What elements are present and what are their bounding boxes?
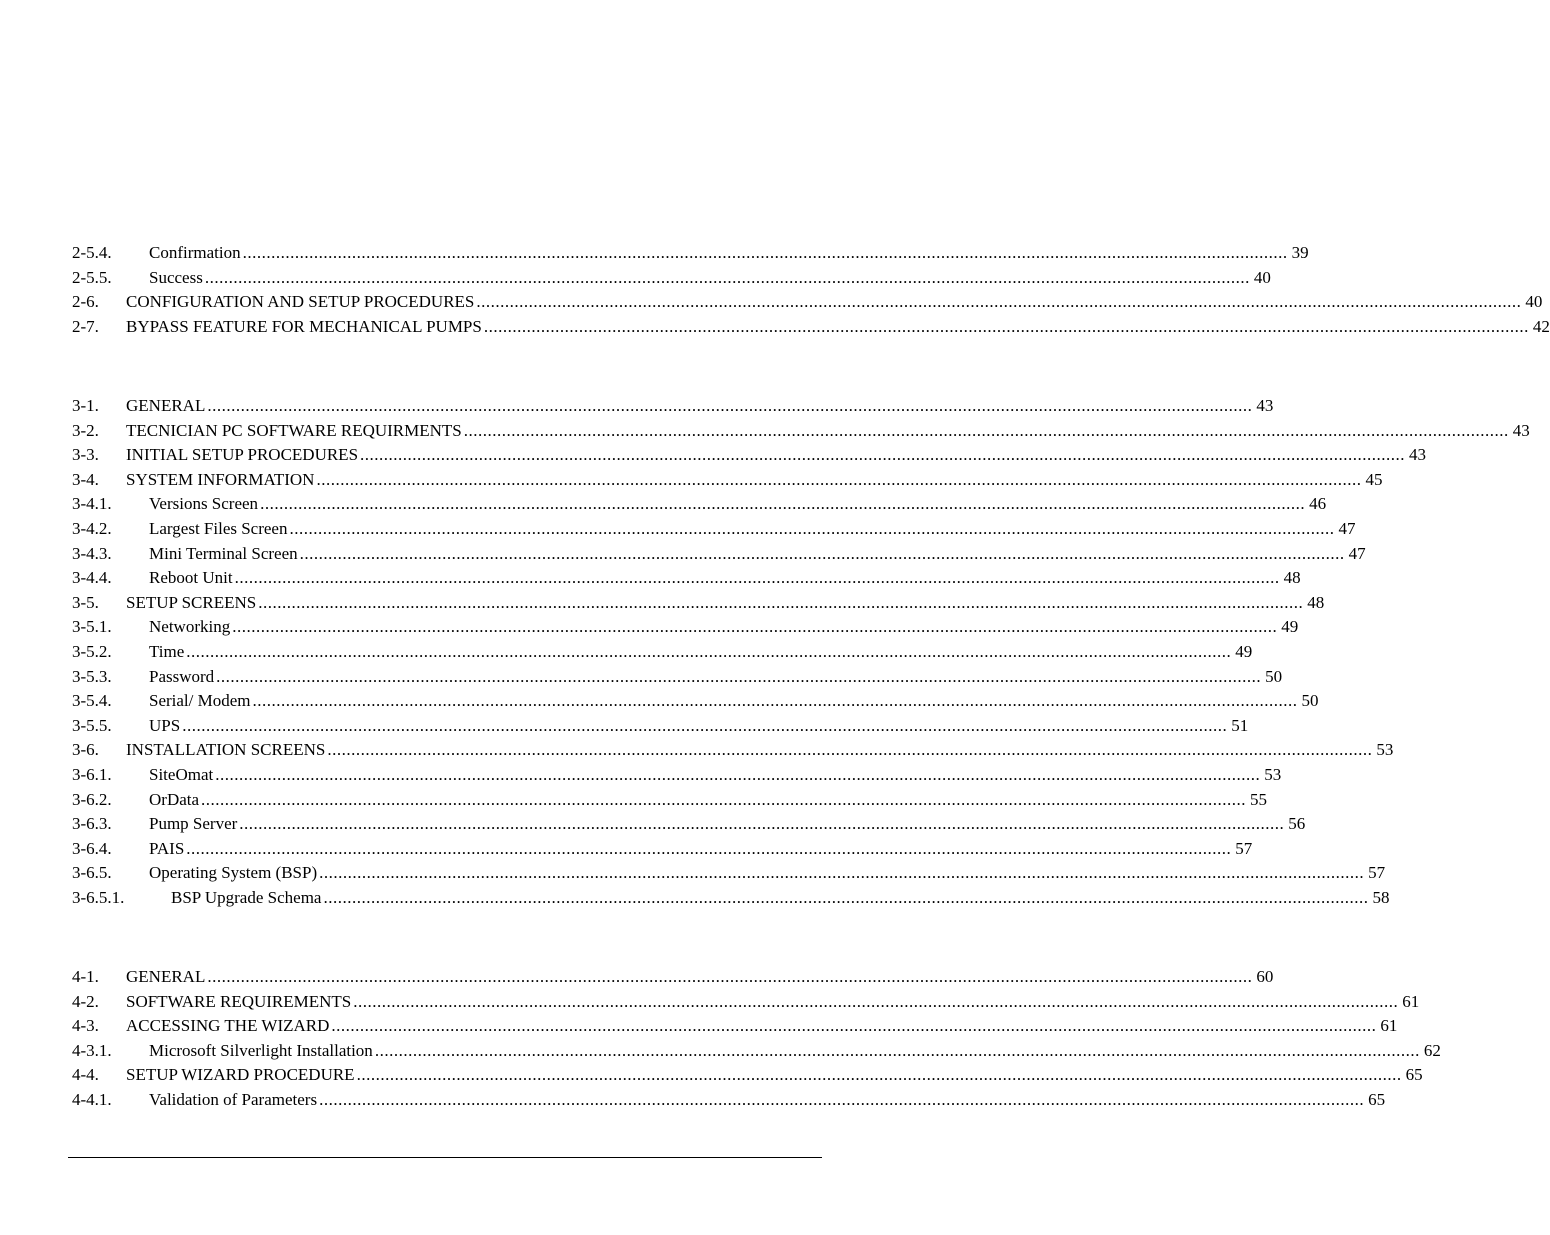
toc-entry-number: 2-7. <box>72 316 99 336</box>
toc-entry-title: Time <box>149 640 186 665</box>
toc-entry-page: 53 <box>1260 763 1281 788</box>
toc-entry-number: 4-2. <box>72 991 99 1011</box>
toc-entry[interactable] <box>72 517 1356 542</box>
toc-entry-page: 43 <box>1252 394 1273 419</box>
toc-entry-title: Pump Server <box>149 812 239 837</box>
toc-entry-number: 2-5.4. <box>72 243 112 262</box>
toc-entry-number: 2-5.5. <box>72 267 112 287</box>
dot-leader: ............................................................................................................................................................................................................................ <box>299 543 1345 563</box>
toc-entry-title: OrData <box>149 788 201 813</box>
dot-leader: ............................................................................................................................................................................................................................ <box>463 420 1509 440</box>
toc-entry-page: 61 <box>1376 1014 1397 1039</box>
dot-leader: ............................................................................................................................................................................................................................ <box>374 1040 1420 1060</box>
toc-section <box>72 394 1530 910</box>
dot-leader: ............................................................................................................................................................................................................................ <box>207 967 1253 986</box>
toc-entry-number: 3-5.3. <box>72 666 112 686</box>
toc-entry[interactable] <box>72 640 1253 665</box>
toc-entry-title: Reboot Unit <box>149 566 235 591</box>
dot-leader: ............................................................................................................................................................................................................................ <box>483 316 1529 336</box>
toc-entry-page: 58 <box>1368 886 1389 911</box>
toc-entry[interactable] <box>72 812 1306 837</box>
toc-entry-title: SOFTWARE REQUIREMENTS <box>126 990 353 1015</box>
toc-entry[interactable] <box>72 738 1394 763</box>
toc-entry-title: Microsoft Silverlight Installation <box>149 1039 375 1064</box>
toc-entry-page: 65 <box>1402 1063 1423 1088</box>
toc-entry-number: 3-6.1. <box>72 764 112 784</box>
toc-entry[interactable] <box>72 886 1390 911</box>
toc-entry[interactable] <box>72 990 1420 1015</box>
dot-leader: ............................................................................................................................................................................................................................ <box>476 292 1522 312</box>
toc-entry-page: 57 <box>1364 861 1385 886</box>
toc-entry-page: 55 <box>1246 788 1267 813</box>
toc-entry-number: 2-6. <box>72 292 99 312</box>
toc-entry[interactable] <box>72 290 1543 315</box>
toc-entry-page: 50 <box>1261 665 1282 690</box>
dot-leader: ............................................................................................................................................................................................................................ <box>258 592 1304 612</box>
toc-entry[interactable] <box>72 394 1274 419</box>
dot-leader: ............................................................................................................................................................................................................................ <box>319 1089 1365 1109</box>
toc-entry-title: UPS <box>149 714 182 739</box>
toc-entry-number: 3-5.2. <box>72 641 112 661</box>
toc-entry[interactable] <box>72 1014 1398 1039</box>
toc-entry-title: GENERAL <box>126 965 207 990</box>
toc-entry-title: Networking <box>149 615 232 640</box>
toc-entry-page: 45 <box>1361 468 1382 493</box>
toc-entry-number: 3-5.4. <box>72 691 112 711</box>
dot-leader: ............................................................................................................................................................................................................................ <box>204 267 1250 287</box>
toc-entry-title: BSP Upgrade Schema <box>171 886 323 911</box>
toc-entry[interactable] <box>72 266 1271 291</box>
toc-entry-number: 3-6. <box>72 740 99 760</box>
footer-divider <box>68 1157 822 1158</box>
toc-entry[interactable] <box>72 665 1283 690</box>
dot-leader: ............................................................................................................................................................................................................................ <box>260 494 1306 514</box>
dot-leader: ............................................................................................................................................................................................................................ <box>289 518 1335 538</box>
toc-entry-number: 3-6.5. <box>72 863 112 883</box>
toc-entry-number: 3-4. <box>72 469 99 489</box>
toc-entry-page: 48 <box>1303 591 1324 616</box>
toc-entry[interactable] <box>72 591 1325 616</box>
toc-entry-page: 47 <box>1345 542 1366 567</box>
toc-entry[interactable] <box>72 492 1327 517</box>
toc-entry-page: 56 <box>1284 812 1305 837</box>
toc-entry-title: Mini Terminal Screen <box>149 542 300 567</box>
toc-entry[interactable] <box>72 837 1253 862</box>
toc-entry[interactable] <box>72 763 1282 788</box>
dot-leader: ............................................................................................................................................................................................................................ <box>216 666 1262 686</box>
toc-entry-page: 49 <box>1277 615 1298 640</box>
toc-entry-title: TECNICIAN PC SOFTWARE REQUIRMENTS <box>126 419 464 444</box>
toc-entry-number: 3-2. <box>72 420 99 440</box>
dot-leader: ............................................................................................................................................................................................................................ <box>232 617 1278 637</box>
toc-entry[interactable] <box>72 468 1383 493</box>
toc-entry-title: CONFIGURATION AND SETUP PROCEDURES <box>126 290 476 315</box>
toc-entry[interactable] <box>72 1039 1441 1064</box>
toc-entry-page: 57 <box>1231 837 1252 862</box>
toc-entry-number: 3-5.5. <box>72 715 112 735</box>
toc-entry-title: BYPASS FEATURE FOR MECHANICAL PUMPS <box>126 315 484 340</box>
dot-leader: ............................................................................................................................................................................................................................ <box>319 863 1365 883</box>
dot-leader: ............................................................................................................................................................................................................................ <box>353 991 1399 1011</box>
toc-entry-page: 61 <box>1398 990 1419 1015</box>
toc-section <box>72 241 1550 339</box>
toc-section <box>72 965 1441 1113</box>
dot-leader: ............................................................................................................................................................................................................................ <box>252 691 1298 711</box>
dot-leader: ............................................................................................................................................................................................................................ <box>182 715 1228 735</box>
toc-entry-page: 39 <box>1288 241 1309 266</box>
toc-entry-page: 51 <box>1227 714 1248 739</box>
dot-leader: ............................................................................................................................................................................................................................ <box>215 764 1261 784</box>
toc-entry-title: ACCESSING THE WIZARD <box>126 1014 331 1039</box>
dot-leader: ............................................................................................................................................................................................................................ <box>186 838 1232 858</box>
toc-entry-number: 3-5.1. <box>72 617 112 637</box>
dot-leader: ............................................................................................................................................................................................................................ <box>207 396 1253 415</box>
toc-entry-page: 46 <box>1305 492 1326 517</box>
toc-entry-number: 3-4.4. <box>72 568 112 588</box>
toc-entry[interactable] <box>72 689 1319 714</box>
toc-entry-title: SETUP SCREENS <box>126 591 258 616</box>
toc-entry-number: 4-4.1. <box>72 1089 112 1109</box>
toc-entry-number: 3-6.5.1. <box>72 887 125 907</box>
toc-entry-page: 42 <box>1529 315 1550 340</box>
toc-entry[interactable] <box>72 241 1309 266</box>
dot-leader: ............................................................................................................................................................................................................................ <box>234 568 1280 588</box>
dot-leader: ............................................................................................................................................................................................................................ <box>360 445 1406 465</box>
toc-entry-page: 47 <box>1334 517 1355 542</box>
toc-entry[interactable] <box>72 788 1268 813</box>
toc-entry[interactable] <box>72 861 1386 886</box>
toc-entry-number: 3-6.4. <box>72 838 112 858</box>
dot-leader: ............................................................................................................................................................................................................................ <box>327 740 1373 760</box>
toc-entry-title: Password <box>149 665 216 690</box>
toc-entry[interactable] <box>72 443 1427 468</box>
toc-entry-page: 53 <box>1372 738 1393 763</box>
toc-entry[interactable] <box>72 542 1366 567</box>
toc-entry-title: SETUP WIZARD PROCEDURE <box>126 1063 357 1088</box>
dot-leader: ............................................................................................................................................................................................................................ <box>186 641 1232 661</box>
toc-entry[interactable] <box>72 965 1274 990</box>
toc-entry-number: 3-4.2. <box>72 518 112 538</box>
toc-entry[interactable] <box>72 714 1249 739</box>
toc-entry-title: Serial/ Modem <box>149 689 253 714</box>
toc-entry-title: INSTALLATION SCREENS <box>126 738 327 763</box>
toc-entry-title: Largest Files Screen <box>149 517 289 542</box>
dot-leader: ............................................................................................................................................................................................................................ <box>316 469 1362 489</box>
toc-entry-number: 4-3. <box>72 1016 99 1036</box>
toc-entry-title: SiteOmat <box>149 763 215 788</box>
toc-entry-number: 4-3.1. <box>72 1040 112 1060</box>
dot-leader: ............................................................................................................................................................................................................................ <box>356 1065 1402 1085</box>
toc-entry-page: 43 <box>1509 419 1530 444</box>
toc-entry-title: Validation of Parameters <box>149 1088 319 1113</box>
toc-entry-title: Operating System (BSP) <box>149 861 319 886</box>
toc-entry-page: 40 <box>1521 290 1542 315</box>
toc-entry[interactable] <box>72 1063 1423 1088</box>
toc-entry-page: 50 <box>1298 689 1319 714</box>
toc-entry-number: 3-1. <box>72 396 99 415</box>
toc-entry-number: 4-1. <box>72 967 99 986</box>
dot-leader: ............................................................................................................................................................................................................................ <box>323 887 1369 907</box>
toc-entry-number: 3-6.2. <box>72 789 112 809</box>
toc-entry-number: 3-6.3. <box>72 814 112 834</box>
toc-entry-title: Confirmation <box>149 241 243 266</box>
toc-entry[interactable] <box>72 566 1301 591</box>
dot-leader: ............................................................................................................................................................................................................................ <box>242 243 1288 262</box>
toc-entry[interactable] <box>72 1088 1386 1113</box>
toc-entry-title: INITIAL SETUP PROCEDURES <box>126 443 360 468</box>
toc-entry[interactable] <box>72 615 1299 640</box>
toc-entry[interactable] <box>72 419 1530 444</box>
toc-entry-title: Success <box>149 266 205 291</box>
toc-entry-title: PAIS <box>149 837 186 862</box>
toc-entry-number: 3-3. <box>72 445 99 465</box>
toc-entry-page: 49 <box>1231 640 1252 665</box>
dot-leader: ............................................................................................................................................................................................................................ <box>201 789 1247 809</box>
toc-entry-number: 3-5. <box>72 592 99 612</box>
dot-leader: ............................................................................................................................................................................................................................ <box>331 1016 1377 1036</box>
toc-entry-page: 62 <box>1420 1039 1441 1064</box>
toc-entry-number: 4-4. <box>72 1065 99 1085</box>
toc-entry[interactable] <box>72 315 1550 340</box>
toc-entry-number: 3-4.3. <box>72 543 112 563</box>
toc-entry-number: 3-4.1. <box>72 494 112 514</box>
toc-entry-page: 65 <box>1364 1088 1385 1113</box>
toc-entry-page: 60 <box>1252 965 1273 990</box>
toc-entry-title: Versions Screen <box>149 492 260 517</box>
toc-entry-page: 43 <box>1405 443 1426 468</box>
toc-entry-page: 40 <box>1250 266 1271 291</box>
dot-leader: ............................................................................................................................................................................................................................ <box>239 814 1285 834</box>
toc-entry-page: 48 <box>1280 566 1301 591</box>
toc-entry-title: GENERAL <box>126 394 207 419</box>
toc-entry-title: SYSTEM INFORMATION <box>126 468 316 493</box>
